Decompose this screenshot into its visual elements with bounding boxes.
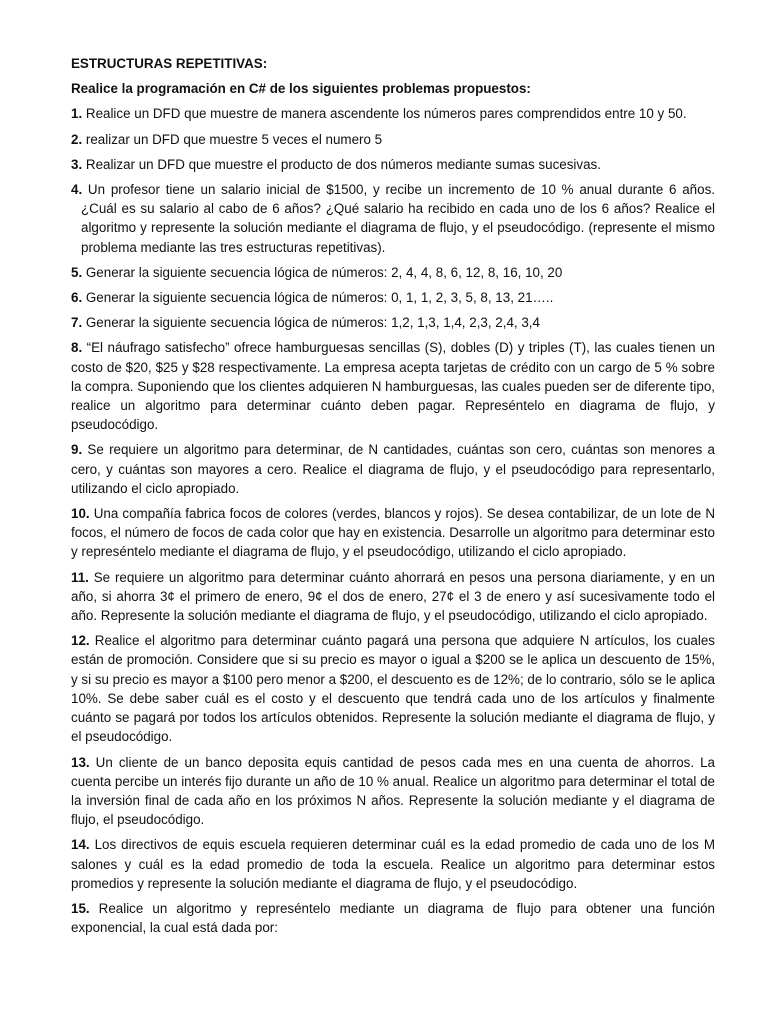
problem-text: Se requiere un algoritmo para determinar cuánto ahorrará en pesos una persona diariamente, y en un año, si ahorra 3¢ el primero de enero, 9¢ el dos de enero, 27¢ el 3 de enero y así sucesivamente todo el año. Represente la solución mediante el diagrama de flujo, y el pseudocódigo, utilizando el ciclo apropiado.	[71, 569, 715, 624]
problem-text: “El náufrago satisfecho” ofrece hamburguesas sencillas (S), dobles (D) y triples (T), las cuales tienen un costo de $20, $25 y $28 respectivamente. La empresa acepta tarjetas de crédito con un cargo de 5 % sobre la compra. Suponiendo que los clientes adquieren N hamburguesas, las cuales pueden ser de diferente tipo, realice un algoritmo para determinar cuánto deben pagar. Represéntelo en diagrama de flujo, y pseudocódigo.	[71, 340, 715, 433]
problem-item-11	[71, 568, 715, 626]
problem-number: 3.	[71, 156, 83, 172]
problem-text: Realizar un DFD que muestre el producto de dos números mediante sumas sucesivas.	[82, 156, 601, 172]
problem-item-6	[71, 288, 715, 307]
problem-number: 7.	[71, 315, 83, 331]
problem-text: Generar la siguiente secuencia lógica de números: 1,2, 1,3, 1,4, 2,3, 2,4, 3,4	[82, 315, 540, 331]
problem-number: 8.	[71, 340, 83, 356]
problem-item-2	[71, 130, 715, 149]
problem-text: Una compañía fabrica focos de colores (verdes, blancos y rojos). Se desea contabilizar, de un lote de N focos, el número de focos de cada color que hay en existencia. Desarrolle un algoritmo para determinar esto y represéntelo mediante el diagrama de flujo, y el pseudocódigo, utilizando el ciclo apropiado.	[71, 506, 715, 560]
problem-number: 13.	[71, 754, 90, 770]
problem-number: 11.	[71, 569, 89, 585]
problem-number: 10.	[71, 506, 90, 522]
problem-text: Un profesor tiene un salario inicial de $1500, y recibe un incremento de 10 % anual durante 6 años. ¿Cuál es su salario al cabo de 6 años? ¿Qué salario ha recibido en cada uno de los 6 años? Realice el algoritmo y represente la solución mediante el diagrama de flujo, y el pseudocódigo. (represente el mismo problema mediante las tres estructuras repetitivas).	[81, 182, 715, 255]
problem-item-15	[71, 899, 715, 937]
problem-item-3	[71, 155, 715, 174]
document-page	[71, 54, 715, 943]
problem-item-14	[71, 835, 715, 893]
document-subtitle: Realice la programación en C# de los siguientes problemas propuestos:	[71, 81, 531, 97]
problem-text: Generar la siguiente secuencia lógica de números: 2, 4, 4, 8, 6, 12, 8, 16, 10, 20	[82, 264, 563, 280]
problem-item-12	[71, 631, 715, 746]
problem-item-4	[71, 180, 715, 257]
problem-number: 2.	[71, 131, 83, 147]
problem-text: Generar la siguiente secuencia lógica de números: 0, 1, 1, 2, 3, 5, 8, 13, 21…..	[82, 290, 554, 306]
problem-number: 4.	[71, 182, 83, 198]
problem-item-13	[71, 753, 715, 830]
problem-number: 1.	[71, 106, 83, 122]
problem-item-7	[71, 313, 715, 332]
problem-number: 5.	[71, 264, 83, 280]
problem-list	[71, 104, 715, 937]
problem-item-5	[71, 263, 715, 282]
problem-item-8	[71, 338, 715, 434]
problem-number: 14.	[71, 837, 90, 853]
problem-text: Realice un DFD que muestre de manera ascendente los números pares comprendidos entre 10 y 50.	[82, 106, 687, 122]
problem-number: 15.	[71, 900, 90, 916]
problem-number: 9.	[71, 442, 83, 458]
problem-text: Realice un algoritmo y represéntelo mediante un diagrama de flujo para obtener una función exponencial, la cual está dada por:	[71, 900, 715, 936]
problem-item-1	[71, 104, 715, 123]
problem-item-9	[71, 440, 715, 498]
problem-text: Se requiere un algoritmo para determinar, de N cantidades, cuántas son cero, cuántas son menores a cero, y cuántas son mayores a cero. Realice el diagrama de flujo, y el pseudocódigo para representarlo, utilizando el ciclo apropiado.	[71, 442, 715, 496]
problem-text: Los directivos de equis escuela requieren determinar cuál es la edad promedio de cada uno de los M salones y cuál es la edad promedio de toda la escuela. Realice un algoritmo para determinar estos promedios y represente la solución mediante el diagrama de flujo, y el pseudocódigo.	[71, 837, 715, 891]
problem-number: 12.	[71, 633, 90, 649]
problem-text: Realice el algoritmo para determinar cuánto pagará una persona que adquiere N artículos, los cuales están de promoción. Considere que si su precio es mayor o igual a $200 se le aplica un descuento de 15%, y si su precio es mayor a $100 pero menor a $200, el descuento es de 12%; de lo contrario, sólo se le aplica 10%. Se debe saber cuál es el costo y el descuento que tendrá cada uno de los artículos y finalmente cuánto se pagará por todos los artículos obtenidos. Represente la solución mediante el diagrama de flujo, y el pseudocódigo.	[71, 633, 715, 745]
problem-text: Un cliente de un banco deposita equis cantidad de pesos cada mes en una cuenta de ahorros. La cuenta percibe un interés fijo durante un año de 10 % anual. Realice un algoritmo para determinar el total de la inversión final de cada año en los próximos N años. Represente la solución mediante y el diagrama de flujo, el pseudocódigo.	[71, 754, 715, 828]
problem-text: realizar un DFD que muestre 5 veces el numero 5	[82, 131, 383, 147]
problem-number: 6.	[71, 290, 83, 306]
problem-item-10	[71, 504, 715, 562]
document-title: ESTRUCTURAS REPETITIVAS:	[71, 56, 268, 71]
